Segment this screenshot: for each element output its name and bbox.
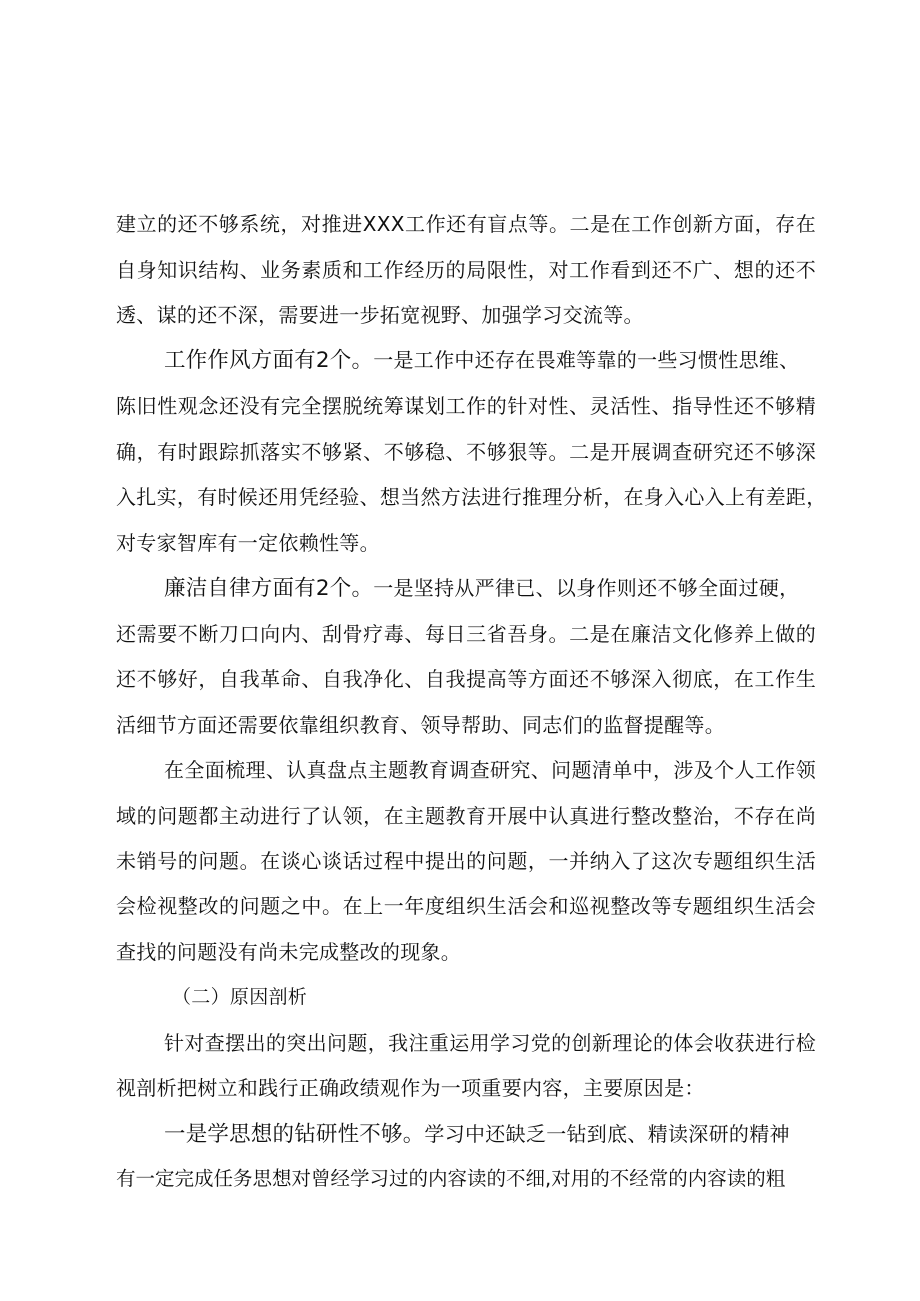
- paragraph-first-line: [164, 575, 816, 602]
- text-line: 活细节方面还需要依靠组织教育、领导帮助、同志们的监督提醒等。: [116, 713, 725, 737]
- paragraph-first-line: [164, 347, 816, 374]
- paragraph-lead-cause-one: 一是学思想的钻研性不够。: [164, 1122, 425, 1147]
- text-line: 视剖析把树立和践行正确政绩观作为一项重要内容，主要原因是：: [116, 1076, 705, 1100]
- text-line: 未销号的问题。在谈心谈话过程中提出的问题，一并纳入了这次专题组织生活: [116, 849, 816, 873]
- text-line: 查找的问题没有尚未完成整改的现象。: [116, 940, 462, 964]
- paragraph-lead-integrity: 廉洁自律方面有2个。: [164, 576, 374, 601]
- text-line: 透、谋的还不深，需要进一步拓宽视野、加强学习交流等。: [116, 303, 644, 327]
- text-run: 一是坚持从严律已、以身作则还不够全面过硬，: [373, 576, 800, 600]
- text-line: 域的问题都主动进行了认领，在主题教育开展中认真进行整改整治，不存在尚: [116, 804, 816, 828]
- text-run: 一是工作中还存在畏难等靠的一些习惯性思维、: [373, 348, 800, 372]
- paragraph-lead-work-style: 工作作风方面有2个。: [164, 348, 374, 373]
- paragraph-first-line: 针对查摆出的突出问题，我注重运用学习党的创新理论的体会收获进行检: [164, 1031, 816, 1055]
- text-line: 陈旧性观念还没有完全摆脱统筹谋划工作的针对性、灵活性、指导性还不够精: [116, 394, 816, 418]
- text-line: 还不够好，自我革命、自我净化、自我提高等方面还不够深入彻底，在工作生: [116, 667, 816, 691]
- text-line: 有一定完成任务思想对曾经学习过的内容读的不细,对用的不经常的内容读的粗: [116, 1167, 786, 1190]
- text-line: 对专家智库有一定依赖性等。: [116, 531, 380, 555]
- text-line: 建立的还不够系统，对推进XXX工作还有盲点等。二是在工作创新方面，存在: [116, 212, 816, 236]
- text-line: 入扎实，有时候还用凭经验、想当然方法进行推理分析，在身入心入上有差距，: [116, 485, 827, 509]
- paragraph-first-line: [164, 1121, 816, 1148]
- text-line: 会检视整改的问题之中。在上一年度组织生活会和巡视整改等专题组织生活会: [116, 894, 816, 918]
- section-heading: （二）原因剖析: [172, 986, 308, 1008]
- text-run: 学习中还缺乏一钻到底、精读深研的精神: [424, 1122, 790, 1146]
- text-line: 确，有时跟踪抓落实不够紧、不够稳、不够狠等。二是开展调查研究还不够深: [116, 440, 816, 464]
- text-line: 自身知识结构、业务素质和工作经历的局限性，对工作看到还不广、想的还不: [116, 258, 816, 282]
- paragraph-first-line: 在全面梳理、认真盘点主题教育调查研究、问题清单中，涉及个人工作领: [164, 758, 816, 782]
- text-line: 还需要不断刀口向内、刮骨疗毒、每日三省吾身。二是在廉洁文化修养上做的: [116, 622, 816, 646]
